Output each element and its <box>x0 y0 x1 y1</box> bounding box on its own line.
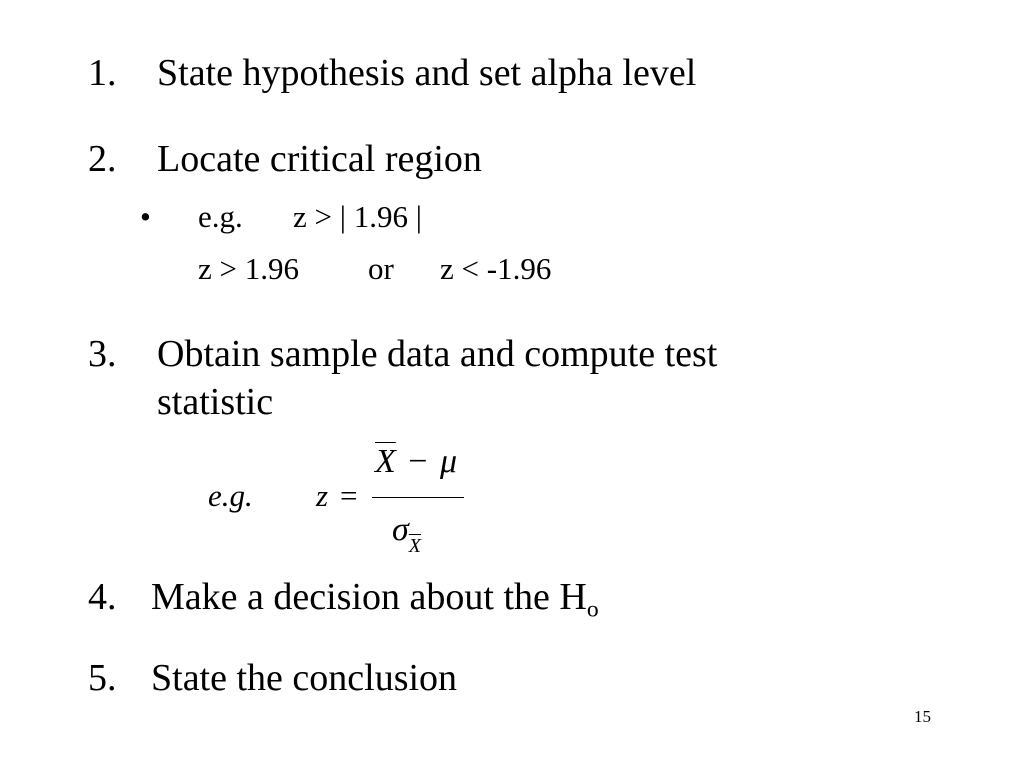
step-3-text-line1: Obtain sample data and compute test <box>157 333 718 375</box>
step-2-text: Locate critical region <box>157 138 482 180</box>
critical-value-lower: z < -1.96 <box>440 251 552 286</box>
step-5-number: 5. <box>88 657 117 699</box>
sigma-symbol: σ <box>392 511 409 548</box>
sigma-subscript: X <box>408 535 421 557</box>
critical-or-label: or <box>368 251 394 286</box>
mu-symbol: μ <box>439 443 458 480</box>
example-label: e.g. <box>198 199 243 234</box>
x-bar-symbol: $\overline{X}$ <box>375 443 396 480</box>
formula-numerator <box>375 442 457 482</box>
bullet-marker: • <box>140 199 151 234</box>
step-1-number: 1. <box>88 52 117 94</box>
critical-value-upper: z > 1.96 <box>198 251 299 286</box>
step-3-text-line2: statistic <box>157 381 274 423</box>
fraction-bar <box>372 497 464 498</box>
formula-equals: = <box>340 478 358 513</box>
null-hypothesis-subscript: o <box>586 596 599 623</box>
formula-denominator <box>392 510 421 557</box>
formula-example-label: e.g. <box>208 478 253 513</box>
step-4-number: 4. <box>88 576 117 618</box>
page-number: 15 <box>914 707 931 726</box>
minus-symbol: − <box>408 443 428 480</box>
critical-value-abs: z > | 1.96 | <box>293 199 422 234</box>
step-1-text: State hypothesis and set alpha level <box>157 52 697 94</box>
step-3-number: 3. <box>88 333 117 375</box>
step-4-text <box>151 574 599 623</box>
step-4-label: Make a decision about the H <box>151 576 587 618</box>
step-5-text: State the conclusion <box>151 657 458 699</box>
formula-lhs: z <box>316 478 329 513</box>
step-2-number: 2. <box>88 138 117 180</box>
